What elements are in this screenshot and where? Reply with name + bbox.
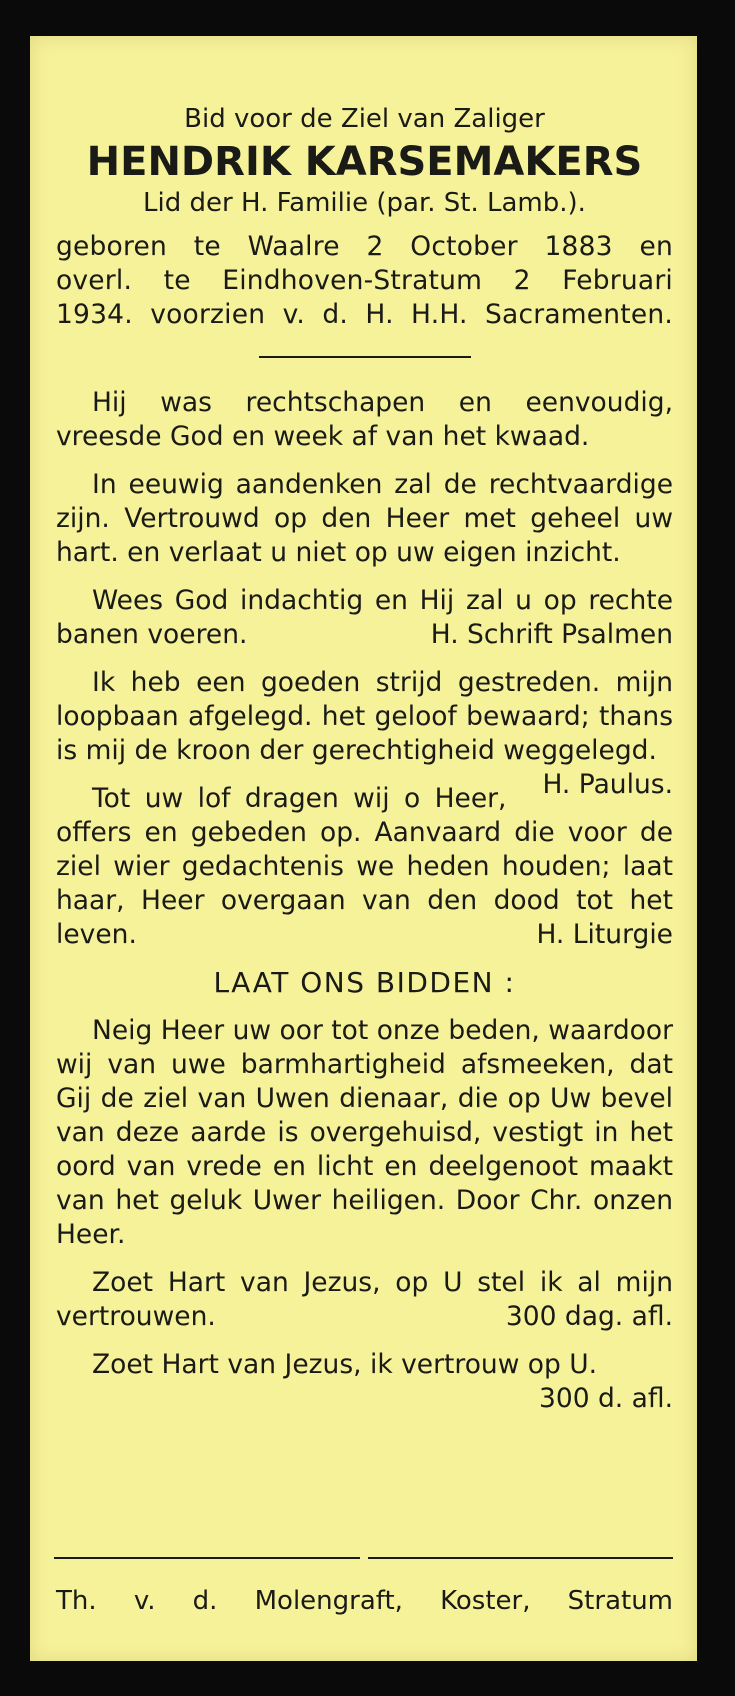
verse-text: Wees God indachtig en Hij zal u op rechte banen voeren. (56, 585, 673, 650)
death-line: overl. te Eindhoven-Stratum 2 Februari (56, 265, 673, 296)
prayer-text: Neig Heer uw oor tot onze beden, waardoor wij van uwe barmhartigheid afsmeeken, dat Gij de ziel van Uwen dienaar, die op Uw bevel van deze aarde is overgehuisd, vestigt in het oord van vrede en licht en deelgenoot maakt van het geluk Uwer heiligen. Door Chr. onzen Heer. (56, 1015, 673, 1250)
indulgence-value: 300 dag. afl. (505, 1301, 673, 1332)
deceased-name: HENDRIK KARSEMAKERS (86, 139, 643, 185)
card-content (56, 102, 673, 1416)
verse-source: H. Schrift Psalmen (430, 619, 673, 650)
memorial-card (30, 36, 697, 1661)
verse-text: Hij was rechtschapen en eenvoudig, vreesde God en week af van het kwaad. (56, 387, 673, 452)
footer-rule-left (54, 1557, 360, 1559)
footer-rule-right (368, 1557, 674, 1559)
indulgence-text: Zoet Hart van Jezus, op U stel ik al mijn vertrouwen. (56, 1267, 673, 1332)
indulgence-value: 300 d. afl. (538, 1383, 673, 1414)
indulgence-text: Zoet Hart van Jezus, ik vertrouw op U. (92, 1349, 598, 1380)
verse-5 (56, 782, 673, 952)
verse-1 (56, 386, 673, 454)
intro-line: Bid voor de Ziel van Zaliger (184, 104, 545, 134)
indulgence-2 (56, 1348, 673, 1414)
verse-text: Ik heb een goeden strijd gestreden. mijn loopbaan afgelegd. het geloof bewaard; thans is mij de kroon der gerechtigheid weggelegd. (56, 667, 673, 766)
footer-rules (54, 1557, 673, 1559)
prayer-heading: LAAT ONS BIDDEN : (213, 966, 516, 999)
verse-3 (56, 584, 673, 652)
printer-credit: Th. v. d. Molengraft, Koster, Stratum (56, 1586, 673, 1616)
indulgence-1 (56, 1266, 673, 1334)
verse-text: In eeuwig aandenken zal de rechtvaardige zijn. Vertrouwd op den Heer met geheel uw hart. en verlaat u niet op uw eigen inzicht. (56, 469, 673, 568)
verse-text: Tot uw lof dragen wij o Heer, offers en gebeden op. Aanvaard die voor de ziel wier gedachtenis we heden houden; laat haar, Heer overgaan van den dood tot het leven. (56, 783, 673, 950)
birth-death-block (56, 230, 673, 332)
verse-source: H. Liturgie (536, 919, 673, 950)
membership-line: Lid der H. Familie (par. St. Lamb.). (143, 188, 586, 218)
birth-line: geboren te Waalre 2 October 1883 en (56, 231, 673, 262)
sacraments-line: 1934. voorzien v. d. H. H.H. Sacramenten. (56, 299, 673, 330)
divider-rule (259, 356, 471, 358)
verse-4 (56, 666, 673, 800)
verse-2 (56, 468, 673, 570)
verse-source: H. Paulus. (542, 769, 673, 800)
